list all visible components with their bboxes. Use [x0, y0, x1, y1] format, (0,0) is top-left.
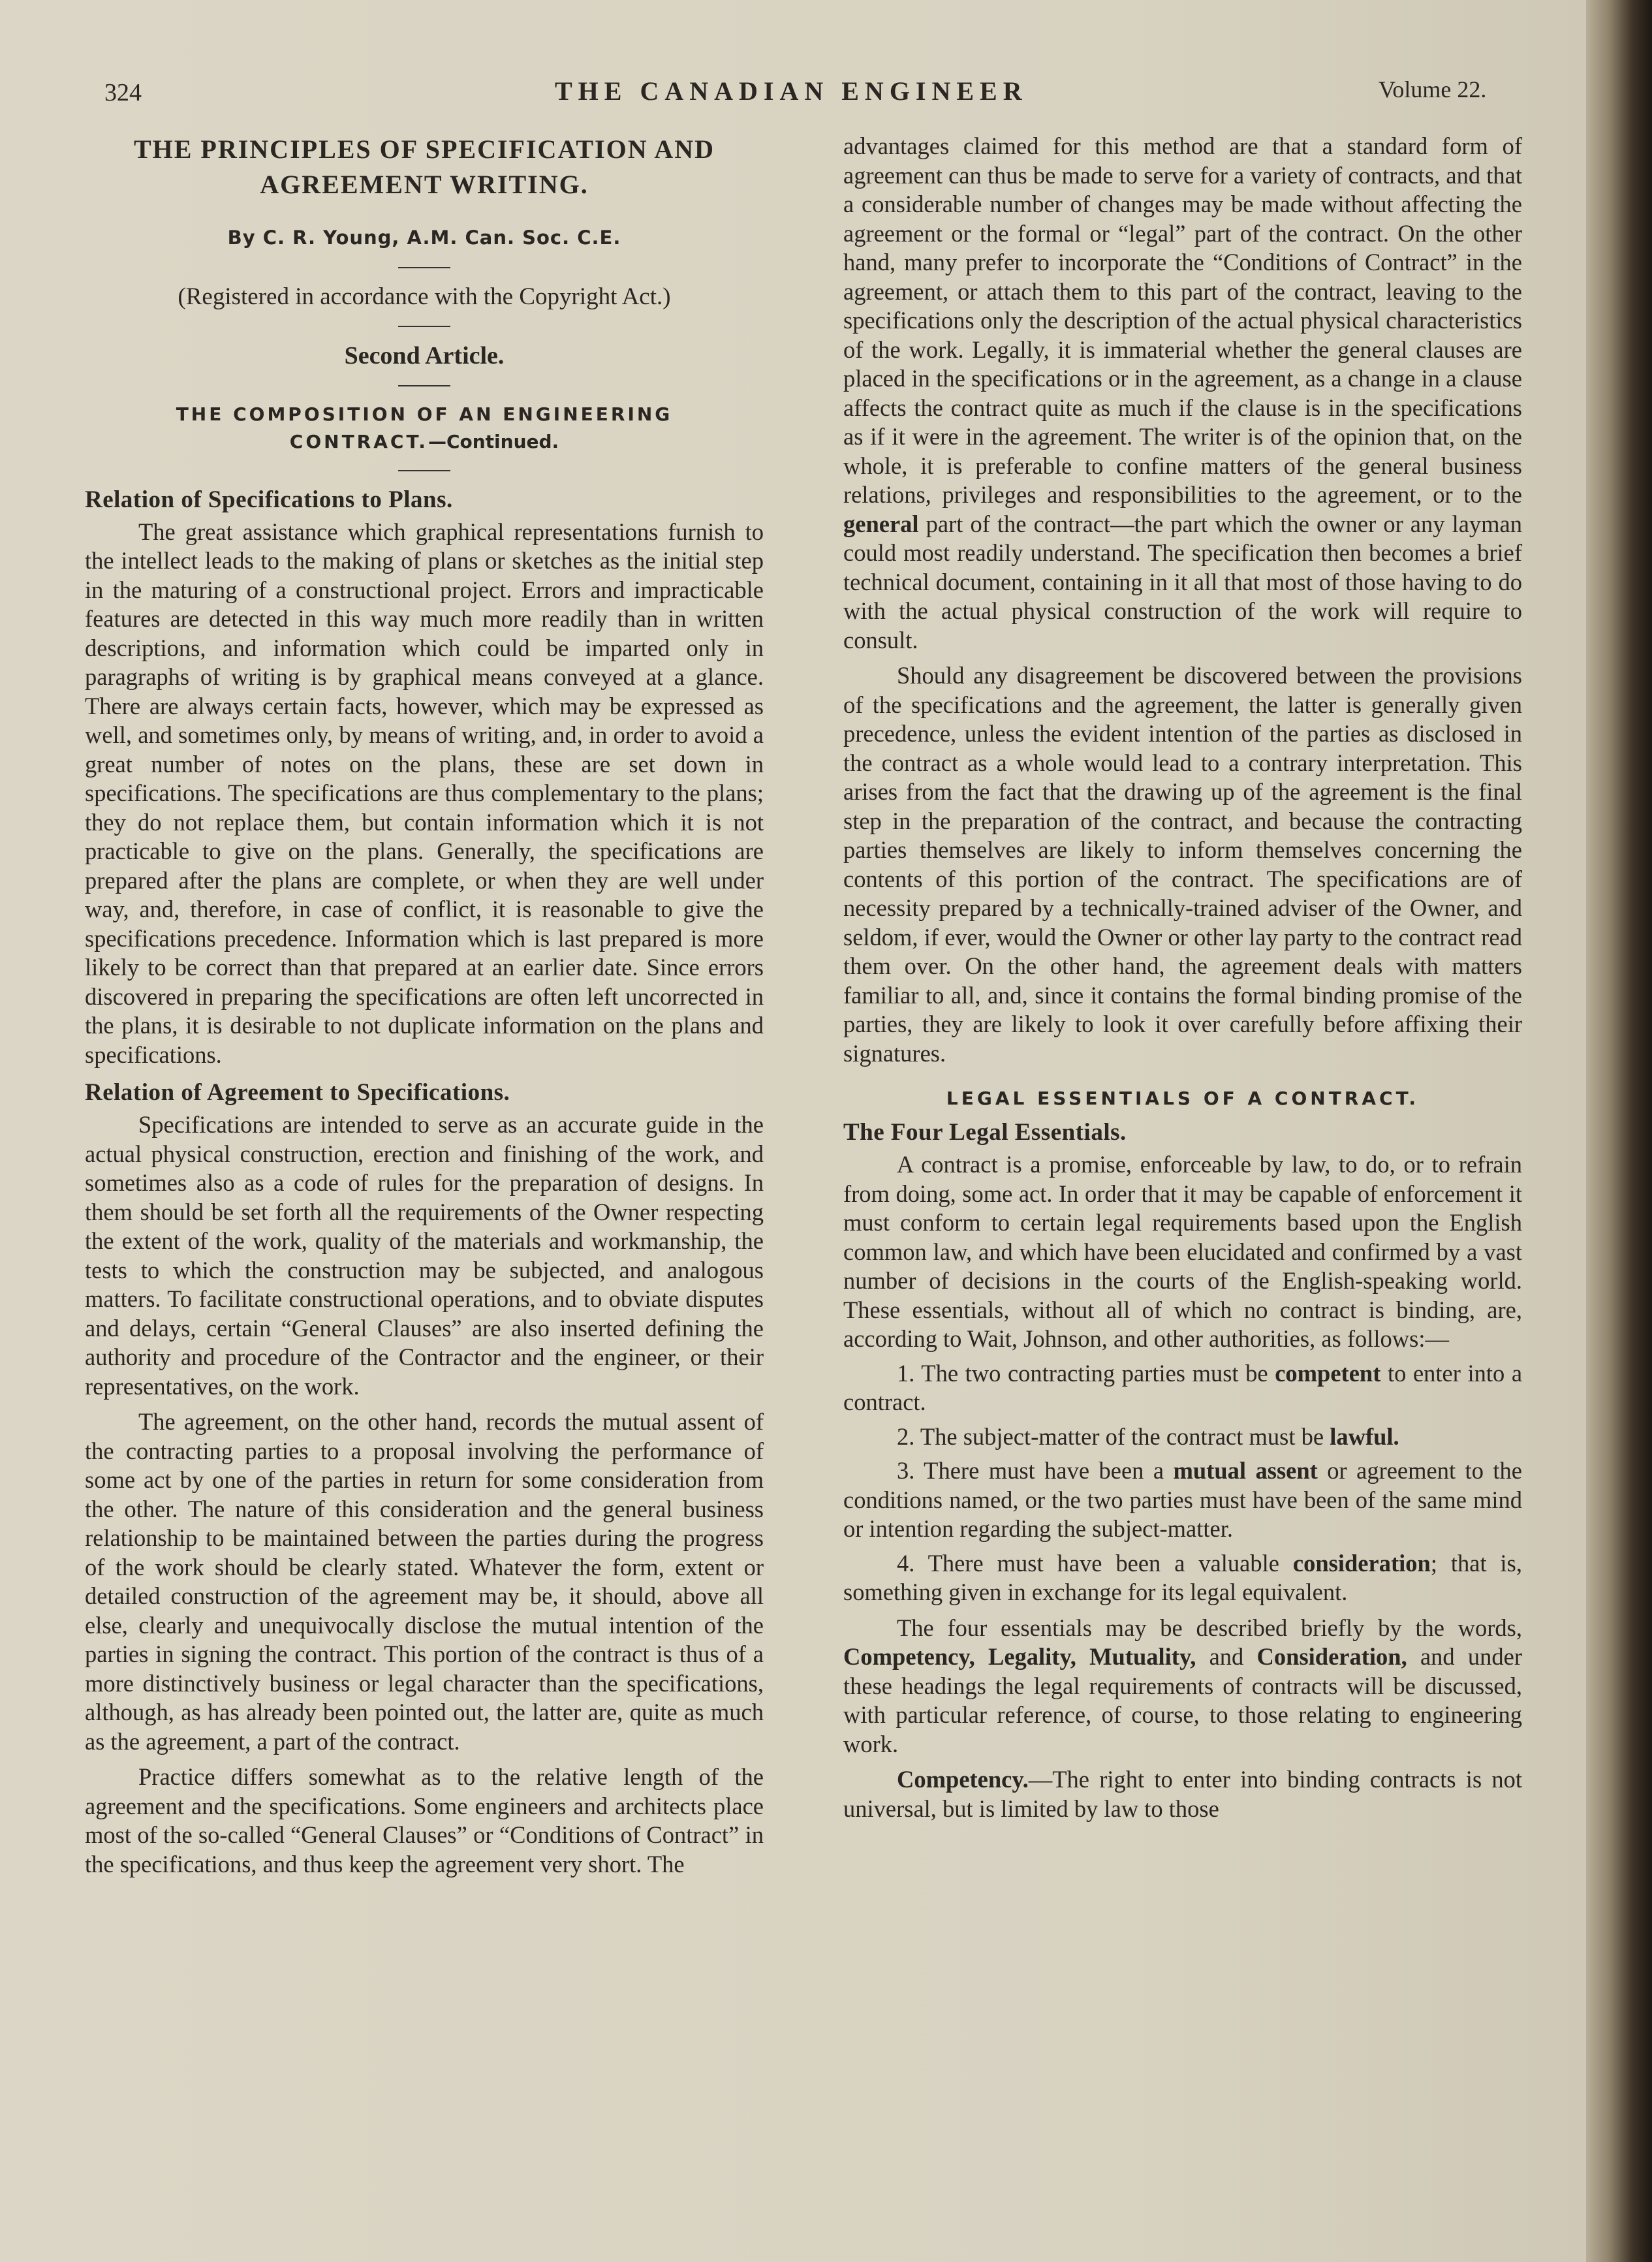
heading-legal-essentials: LEGAL ESSENTIALS OF A CONTRACT. — [946, 1088, 1420, 1109]
paragraph-plans: The great assistance which graphical representations furnish to the intellect leads to the making of plans or sketches as the initial step in the maturing of a constructional project. Errors and impracticable features are detected in this way much more readily than in written descriptions, and information which could be imparted only in paragraphs of writing is by graphical means conveyed at a glance. There are always certain facts, however, which may be expressed as well, and sometimes only, by means of writing, and, in order to avoid a great number of notes on the plans, these are set down in specifications. The specifications are thus complementary to the plans; they do not replace them, but contain information which it is not practicable to give on the plans. Generally, the specifications are prepared after the plans are complete, or when they are well under way, and, therefore, in case of conflict, it is reasonable to give the specifications precedence. Information which is last prepared is more likely to be correct than that prepared at an earlier date. Since errors discovered in preparing the specifications are often left uncorrected in the plans, it is desirable to not duplicate information on the plans and specifications. — [85, 518, 764, 1068]
paragraph-agreement: The agreement, on the other hand, records the mutual assent of the contracting parties to a proposal involving the performance of some act by one of the parties in return for some consideration from the other. The nature of this consideration and the general business relationship to be maintained between the parties during the progress of the work should be clearly stated. Whatever the form, extent or detailed construction of the agreement may be, it should, above all else, clearly and unequivocally disclose the mutual intention of the parties in signing the contract. This portion of the contract is thus of a more distinctively business or legal character than the specifications, although, as has already been pointed out, the latter are, quite as much as the agreement, a part of the contract. — [85, 1408, 764, 1755]
emphasis-general: general — [843, 510, 919, 537]
emphasis-competent: competent — [1275, 1359, 1381, 1387]
list-item-text: 3. There must have been a — [897, 1457, 1164, 1484]
section-title-line1: THE COMPOSITION OF AN ENGINEERING — [176, 403, 673, 425]
emphasis-essentials: Competency, Legality, Mutuality, — [843, 1643, 1196, 1670]
emphasis-lawful: lawful. — [1330, 1422, 1399, 1450]
heading-competency: Competency. — [897, 1766, 1029, 1793]
copyright-note: (Registered in accordance with the Copyright Act.) — [178, 283, 671, 310]
article-title-line2: AGREEMENT WRITING. — [260, 170, 589, 199]
list-item — [843, 1456, 1522, 1544]
paragraph-continued — [843, 132, 1522, 655]
summary-text: The four essentials may be described briefly by the words, — [897, 1614, 1522, 1641]
divider-rule — [398, 267, 450, 268]
emphasis-mutual-assent: mutual assent — [1173, 1457, 1318, 1484]
emphasis-consideration: consideration — [1292, 1549, 1431, 1577]
volume-label: Volume 22. — [1379, 76, 1487, 102]
list-item-text: ; that is, something given in exchange for its legal equivalent. — [843, 1549, 1522, 1605]
list-item-text: or agreement to the conditions named, or the two parties must have been of the same mind or intention regarding the subject-matter. — [843, 1457, 1522, 1542]
paragraph-continued-part2: part of the contract—the part which the owner or any layman could most readily understand. The specification then becomes a brief technical document, containing in it all that most of those having to do with the actual physical construction of the work will require to consult. — [843, 510, 1522, 653]
page-binding-edge — [1586, 0, 1652, 2262]
article-title-line1: THE PRINCIPLES OF SPECIFICATION AND — [133, 134, 715, 164]
list-item-text: 2. The subject-matter of the contract must be — [897, 1422, 1324, 1450]
paragraph-practice: Practice differs somewhat as to the relative length of the agreement and the specifications. Some engineers and architects place most of the so-called “General Clauses” or “Conditions of Contract” in the specifications, and thus keep the agreement very short. The — [85, 1763, 764, 1877]
paragraph-summary — [843, 1614, 1522, 1759]
section-title-continued: —Continued. — [428, 430, 559, 452]
paragraph-contract-definition: A contract is a promise, enforceable by law, to do, or to refrain from doing, some act. In order that it may be capable of enforcement it must conform to certain legal requirements based upon the English common law, and which have been elucidated and confirmed by a vast number of decisions in the courts of the English-speaking world. These essentials, without all of which no contract is binding, are, according to Wait, Johnson, and other authorities, as follows:— — [843, 1151, 1522, 1352]
summary-text: and — [1209, 1643, 1244, 1670]
section-title-word: CONTRACT. — [289, 430, 428, 452]
heading-specifications-plans: Relation of Specifications to Plans. — [85, 486, 453, 513]
divider-rule — [398, 326, 450, 327]
list-item-text: to enter into a contract. — [843, 1359, 1523, 1415]
page-number: 324 — [104, 79, 142, 106]
paragraph-specifications: Specifications are intended to serve as an accurate guide in the actual physical construction, erection and finishing of the work, and sometimes also as a code of rules for the preparation of designs. In them should be set forth all the requirements of the Owner respecting the extent of the work, quality of the materials and workmanship, the tests to which the construction may be subjected, and analogous matters. To facilitate constructional operations, and to obviate disputes and delays, certain “General Clauses” are also inserted defining the authority and procedure of the Contractor and the engineer, or their representatives, on the work. — [85, 1111, 764, 1400]
paragraph-disagreement: Should any disagreement be discovered between the provisions of the specifications and the agreement, the latter is generally given precedence, unless the evident intention of the parties as disclosed in the contract as a whole would lead to a contrary interpretation. This arises from the fact that the drawing up of the agreement is the final step in the preparation of the contract, and because the contracting parties themselves are likely to inform themselves concerning the contents of this portion of the contract. The specifications are of necessity prepared by a technically-trained adviser of the Owner, and seldom, if ever, would the Owner or other lay party to the contract read them over. On the other hand, the agreement deals with matters familiar to all, and, since it contains the formal binding promise of the parties, they are likely to look it over carefully before affixing their signatures. — [843, 662, 1522, 1067]
right-column — [843, 132, 1522, 1823]
heading-four-essentials: The Four Legal Essentials. — [843, 1119, 1127, 1146]
divider-rule — [398, 385, 450, 386]
heading-agreement-specifications: Relation of Agreement to Specifications. — [85, 1079, 510, 1106]
competency-text: —The right to enter into binding contracts is not universal, but is limited by law to those — [843, 1766, 1522, 1822]
divider-rule — [398, 470, 450, 471]
list-item — [843, 1359, 1522, 1417]
emphasis-consideration-word: Consideration, — [1256, 1643, 1407, 1670]
journal-title: THE CANADIAN ENGINEER — [555, 76, 1028, 106]
list-item — [843, 1422, 1522, 1452]
article-number: Second Article. — [344, 342, 505, 369]
summary-text: and under these headings the legal requirements of contracts will be discussed, with particular reference, of course, to those relating to engineering work. — [843, 1643, 1523, 1757]
running-header — [0, 73, 1593, 112]
section-title-line2 — [85, 428, 764, 456]
article-byline: By C. R. Young, A.M. Can. Soc. C.E. — [227, 227, 621, 249]
list-item-text: 4. There must have been a valuable — [897, 1549, 1279, 1577]
paragraph-continued-part1: advantages claimed for this method are that a standard form of agreement can thus be made to serve for a variety of contracts, and that a considerable number of changes may be made without affecting the agreement or the formal or “legal” part of the contract. On the other hand, many prefer to incorporate the “Conditions of Contract” in the agreement, or attach them to this part of the contract, leaving to the specifications only the description of the actual physical characteristics of the work. Legally, it is immaterial whether the general clauses are placed in the specifications or in the agreement, as a change in a clause affects the contract quite as much if the clause is in the specifications as if it were in the agreement. The writer is of the opinion that, on the whole, it is preferable to confine matters of the general business relations, privileges and responsibilities to the agreement, or to the — [843, 133, 1522, 508]
left-column — [85, 132, 764, 1879]
list-item — [843, 1549, 1522, 1607]
list-item-text: 1. The two contracting parties must be — [897, 1359, 1268, 1387]
paragraph-competency — [843, 1765, 1522, 1823]
